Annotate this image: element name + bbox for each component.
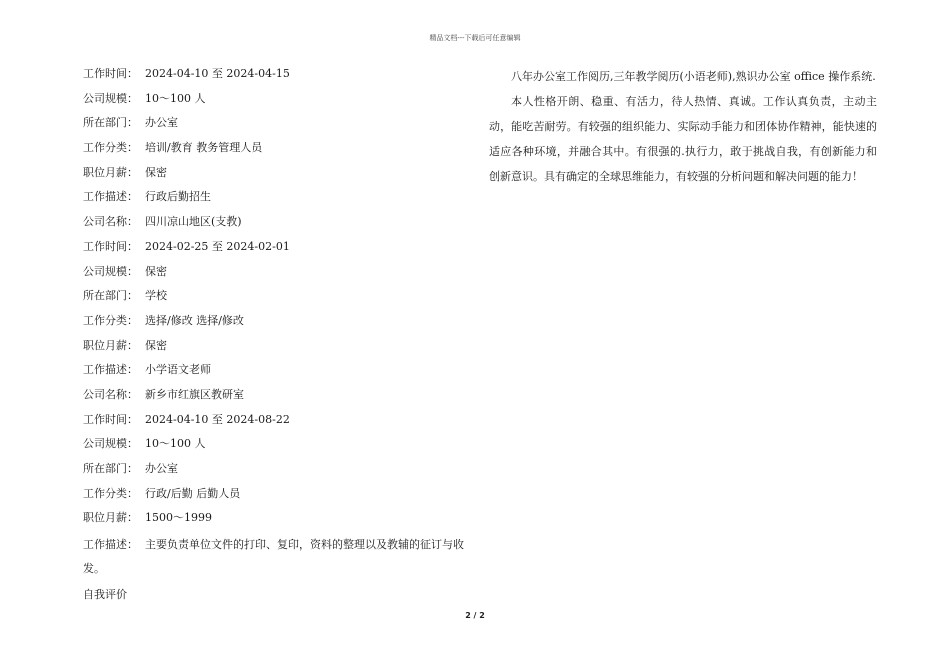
field-row <box>70 262 470 287</box>
field-label: 所在部门： <box>83 116 138 130</box>
field-label: 公司规模： <box>83 437 138 451</box>
field-value: 1500～1999 <box>145 511 212 525</box>
field-row <box>70 434 470 459</box>
field-row <box>70 484 470 509</box>
field-label: 所在部门： <box>83 462 138 475</box>
field-value: 行政/后勤 后勤人员 <box>145 486 241 500</box>
field-label: 工作时间： <box>83 67 138 80</box>
field-label: 工作时间： <box>83 412 138 426</box>
field-row <box>70 385 470 410</box>
field-row <box>70 311 470 336</box>
field-value: 四川凉山地区(支教) <box>145 215 242 229</box>
field-row <box>70 163 470 188</box>
field-row <box>70 459 470 484</box>
field-value: 办公室 <box>145 116 178 130</box>
field-value: 10～100 人 <box>145 91 206 105</box>
field-value: 小学语文老师 <box>145 363 211 377</box>
field-row <box>70 410 470 435</box>
field-label: 公司名称： <box>83 387 138 401</box>
field-value: 办公室 <box>145 462 178 475</box>
field-label: 职位月薪： <box>83 511 138 525</box>
field-value: 2024-02-25 至 2024-02-01 <box>145 239 290 253</box>
field-row <box>70 508 470 533</box>
field-value: 保密 <box>145 264 167 278</box>
field-label: 工作分类： <box>83 313 138 327</box>
field-row <box>70 212 470 237</box>
field-value: 2024-04-10 至 2024-08-22 <box>145 412 290 426</box>
page-number: 2 / 2 <box>465 611 485 620</box>
field-row <box>70 237 470 262</box>
field-row <box>70 336 470 361</box>
field-row <box>70 89 470 114</box>
field-label: 工作时间： <box>83 239 138 253</box>
field-label: 工作描述： <box>83 538 138 552</box>
field-value: 保密 <box>145 338 167 352</box>
field-label: 工作描述： <box>83 190 138 204</box>
paragraph: 八年办公室工作阅历,三年教学阅历(小语老师),熟识办公室 office 操作系统. <box>511 70 876 83</box>
self-evaluation-column <box>489 64 877 189</box>
field-row <box>70 360 470 385</box>
field-row <box>70 286 470 311</box>
field-label: 公司名称： <box>83 215 138 229</box>
field-label: 工作分类： <box>83 141 138 155</box>
field-label: 工作描述： <box>83 363 138 377</box>
work-history-column <box>70 64 470 605</box>
field-label: 职位月薪： <box>83 165 138 179</box>
field-value: 培训/教育 教务管理人员 <box>145 141 263 155</box>
self-evaluation-heading: 自我评价 <box>83 588 127 602</box>
field-value: 2024-04-10 至 2024-04-15 <box>145 67 290 80</box>
field-value: 10～100 人 <box>145 437 206 451</box>
field-value: 学校 <box>145 289 167 303</box>
field-value: 保密 <box>145 165 167 179</box>
field-value: 主要负责单位文件的打印、复印，资料的整理以及教辅的征订与收发。 <box>83 538 464 576</box>
field-label: 职位月薪： <box>83 338 138 352</box>
field-label: 工作分类： <box>83 486 138 500</box>
paragraph: 本人性格开朗、稳重、有活力，待人热情、真诚。工作认真负责，主动主动，能吃苦耐劳。有较强的组织能力、实际动手能力和团体协作精神，能快速的适应各种环境，并融合其中。有很强的.执行力，敢于挑战自我，有创新能力和创新意识。具有确定的全球思维能力，有较强的分析问题和解决问题的能力！ <box>489 95 877 183</box>
field-row <box>70 113 470 138</box>
field-value: 新乡市红旗区教研室 <box>145 387 244 401</box>
field-row <box>70 138 470 163</box>
field-label: 所在部门： <box>83 289 138 303</box>
job-description-long <box>70 533 470 581</box>
page-header: 精品文档---下载后可任意编辑 <box>429 34 521 42</box>
field-label: 公司规模： <box>83 91 138 105</box>
field-row <box>70 64 470 89</box>
field-label: 公司规模： <box>83 264 138 278</box>
field-value: 选择/修改 选择/修改 <box>145 313 244 327</box>
field-value: 行政后勤招生 <box>145 190 211 204</box>
field-row <box>70 187 470 212</box>
